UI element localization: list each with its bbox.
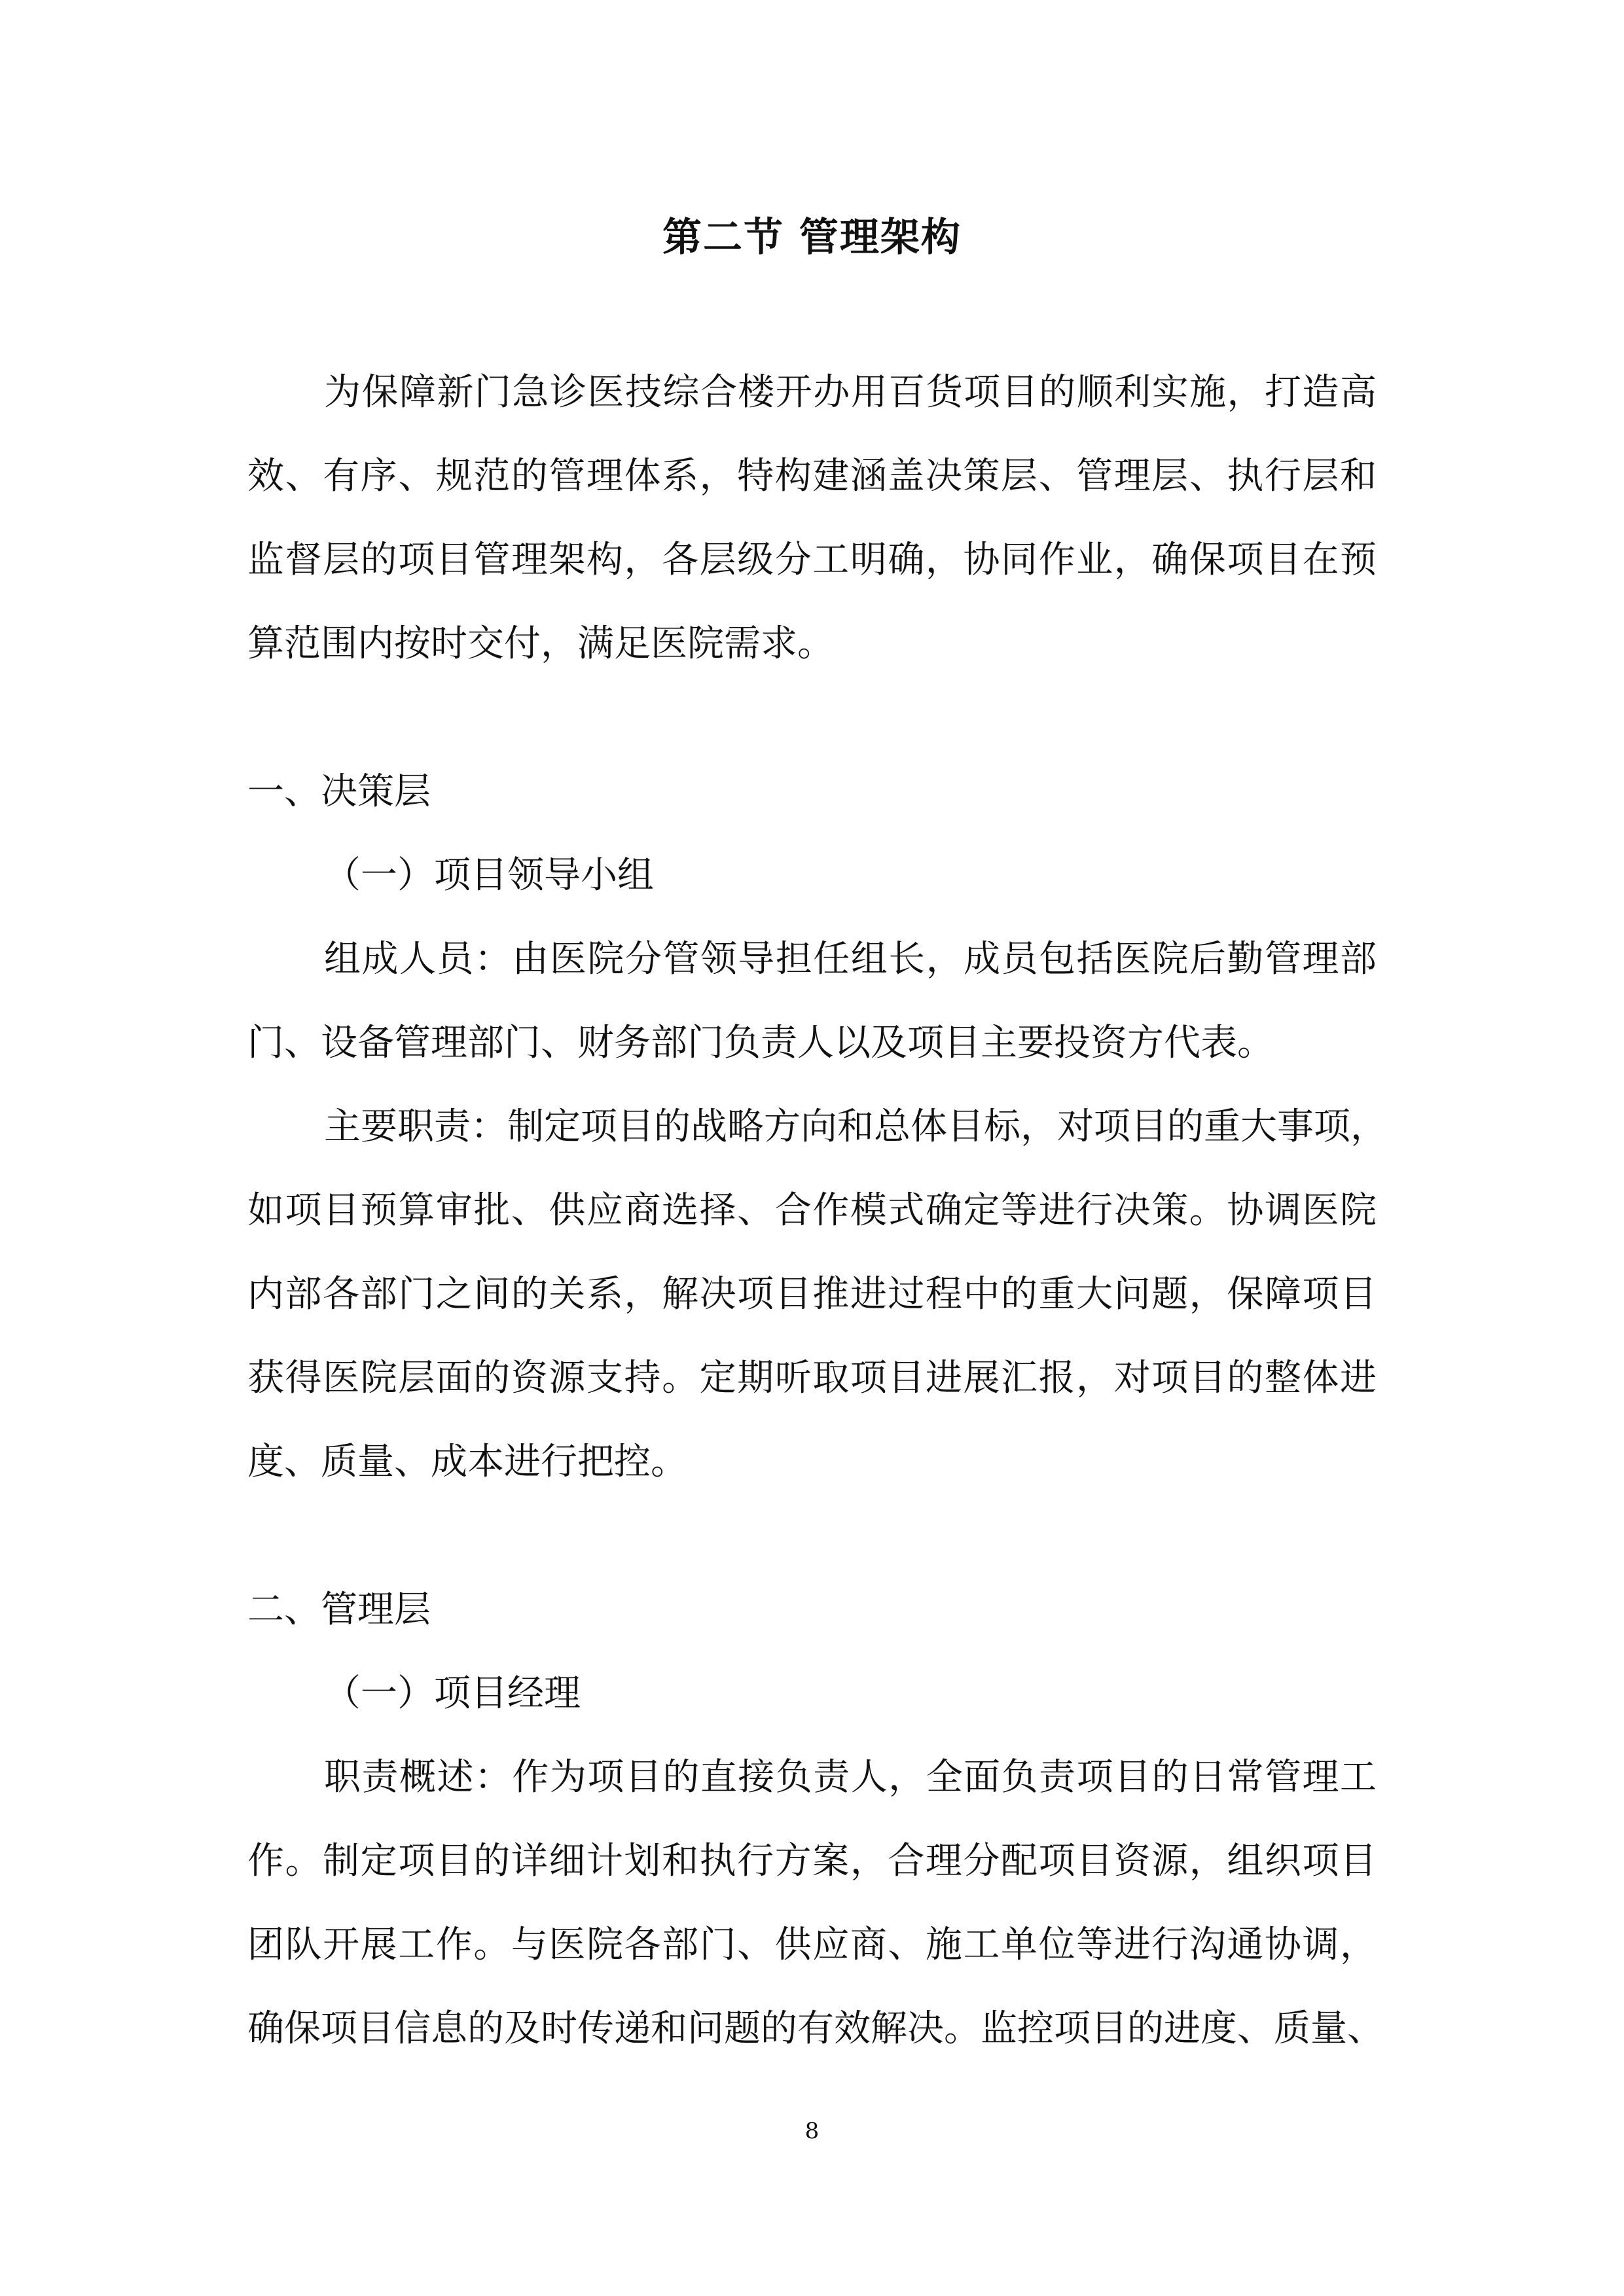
overview-line-1: 职责概述：作为项目的直接负责人，全面负责项目的日常管理工 [324, 1756, 1377, 1799]
duties-line-2: 如项目预算审批、供应商选择、合作模式确定等进行决策。协调医院 [247, 1189, 1377, 1232]
members-line-1: 组成人员：由医院分管领导担任组长，成员包括医院后勤管理部 [324, 938, 1377, 980]
subheading-leadership-group: （一）项目领导小组 [324, 854, 654, 897]
section-heading-management-layer: 二、管理层 [247, 1588, 431, 1631]
overview-line-4: 确保项目信息的及时传递和问题的有效解决。监控项目的进度、质量、 [247, 2007, 1384, 2050]
overview-line-3: 团队开展工作。与医院各部门、供应商、施工单位等进行沟通协调， [247, 1924, 1377, 1966]
subheading-project-manager: （一）项目经理 [324, 1672, 581, 1715]
page-title: 第二节 管理架构 [662, 215, 962, 260]
duties-line-1: 主要职责：制定项目的战略方向和总体目标，对项目的重大事项， [324, 1105, 1387, 1148]
duties-line-5: 度、质量、成本进行把控。 [247, 1441, 687, 1483]
intro-line-3: 监督层的项目管理架构，各层级分工明确，协同作业，确保项目在预 [247, 539, 1377, 581]
duties-line-3: 内部各部门之间的关系，解决项目推进过程中的重大问题，保障项目 [247, 1273, 1377, 1316]
page-number: 8 [804, 2118, 820, 2144]
intro-line-1: 为保障新门急诊医技综合楼开办用百货项目的顺利实施，打造高 [324, 371, 1377, 414]
intro-line-4: 算范围内按时交付，满足医院需求。 [247, 622, 834, 665]
duties-line-4: 获得医院层面的资源支持。定期听取项目进展汇报，对项目的整体进 [247, 1357, 1377, 1399]
section-heading-decision-layer: 一、决策层 [247, 770, 431, 813]
intro-line-2: 效、有序、规范的管理体系，特构建涵盖决策层、管理层、执行层和 [247, 455, 1377, 497]
overview-line-2: 作。制定项目的详细计划和执行方案，合理分配项目资源，组织项目 [247, 1840, 1377, 1882]
members-line-2: 门、设备管理部门、财务部门负责人以及项目主要投资方代表。 [247, 1022, 1274, 1064]
